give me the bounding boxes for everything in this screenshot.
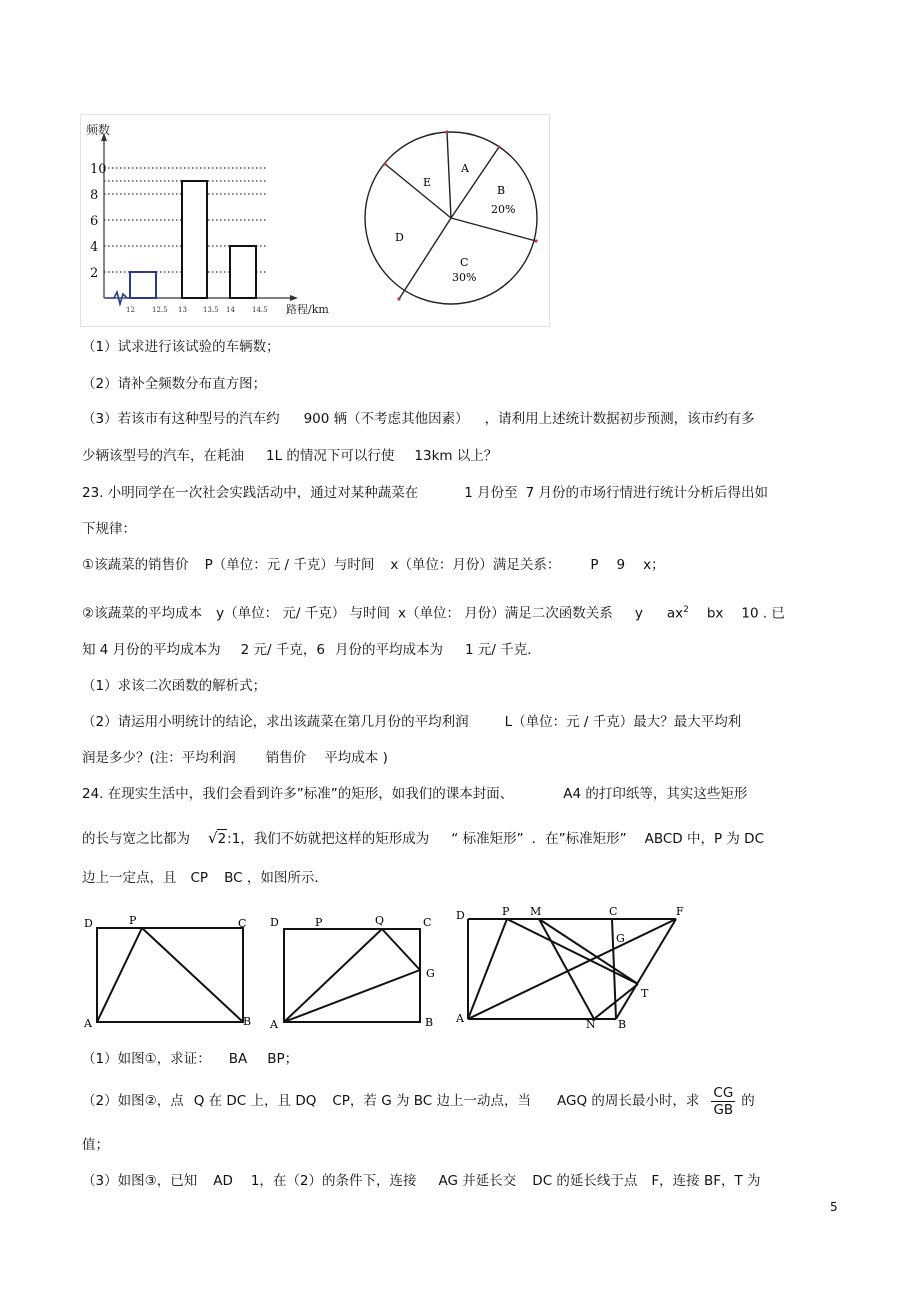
x-tick-label: 12.5 bbox=[152, 306, 168, 314]
page-number: 5 bbox=[830, 1200, 838, 1214]
x-axis-title: 路程/km bbox=[286, 303, 329, 316]
q23-1c: 7 月份的市场行情进行统计分析后得出如 bbox=[525, 485, 769, 501]
q24-2a: 的长与宽之比都为 bbox=[82, 831, 190, 847]
label-c: C bbox=[609, 905, 618, 918]
y-tick-label: 6 bbox=[90, 214, 99, 229]
pie-marker bbox=[534, 239, 537, 242]
pie-label-b: B bbox=[497, 184, 506, 197]
q22-part1: （1）试求进行该试验的车辆数； bbox=[82, 339, 280, 355]
q24-2d: ．在”标准矩形” bbox=[531, 831, 627, 847]
q23-8a: 润是多少？(注：平均利润 bbox=[82, 750, 236, 766]
y-tick-label: 10 bbox=[90, 162, 107, 177]
label-p: P bbox=[129, 914, 137, 927]
q23-4c: x（单位： 月份）满足二次函数关系 bbox=[398, 605, 613, 622]
fraction-denominator: GB bbox=[713, 1101, 734, 1118]
x-tick-label: 14 bbox=[226, 306, 235, 314]
q23-line8 bbox=[82, 749, 388, 767]
q23-5c: 月份的平均成本为 bbox=[334, 642, 443, 658]
q23-4b: y（单位： 元/ 千克） 与时间 bbox=[216, 605, 391, 622]
q24-4b: BA bbox=[228, 1051, 248, 1067]
x-tick-label: 13.5 bbox=[203, 306, 219, 314]
bar-12-12.5 bbox=[130, 272, 156, 298]
bar-14-14.5 bbox=[230, 246, 256, 298]
pie-label-a: A bbox=[461, 162, 469, 175]
pie-divider-ea bbox=[447, 132, 451, 218]
q23-3e: 9 bbox=[616, 557, 626, 573]
q24-7a: （3）如图③，已知 bbox=[82, 1173, 198, 1189]
segment-mt bbox=[539, 919, 638, 984]
q24-line2: 的长与宽之比都为 √2:1，我们不妨就把这样的矩形成为 “ 标准矩形” ．在”标准矩形” ABCD 中，P 为 DC bbox=[82, 829, 764, 847]
q23-5b: 2 元/ 千克，6 bbox=[240, 642, 325, 658]
label-c: C bbox=[238, 917, 247, 930]
label-p: P bbox=[502, 905, 510, 918]
segment-pt bbox=[507, 919, 638, 984]
q23-8c: 平均成本 ) bbox=[324, 750, 388, 766]
rect-abcd bbox=[284, 929, 420, 1022]
q24-1a: 24. 在现实生活中，我们会看到许多”标准”的矩形，如我们的课本封面、 bbox=[82, 786, 514, 802]
q24-7d: AG 并延长交 bbox=[438, 1173, 517, 1189]
q23-5d: 1 元/ 千克． bbox=[464, 642, 541, 658]
label-g: G bbox=[426, 967, 435, 980]
label-a: A bbox=[456, 1012, 464, 1025]
q24-7e: DC 的延长线于点 bbox=[532, 1173, 638, 1189]
label-c: C bbox=[423, 916, 432, 929]
axis-break bbox=[106, 292, 130, 304]
q23-3d: P bbox=[590, 557, 599, 573]
q22-3b: 900 辆（不考虑其他因素） bbox=[303, 411, 469, 427]
fraction-cg-gb bbox=[711, 1085, 735, 1118]
q24-1b: A4 的打印纸等，其实这些矩形 bbox=[563, 786, 748, 802]
q24-5e: 的 bbox=[741, 1093, 755, 1109]
pie-marker bbox=[497, 145, 500, 148]
label-p: P bbox=[315, 916, 323, 929]
y-tick-label: 2 bbox=[90, 266, 99, 281]
label-g: G bbox=[616, 932, 625, 945]
q23-line7 bbox=[82, 713, 741, 731]
q24-7c: 1，在（2）的条件下，连接 bbox=[250, 1173, 417, 1189]
q23-4g: 10 . 已 bbox=[741, 605, 785, 622]
y-tick-label: 8 bbox=[90, 188, 99, 203]
segment-bp bbox=[142, 928, 243, 1022]
figure-2-rectangle bbox=[266, 912, 446, 1032]
segment-qg bbox=[382, 929, 420, 970]
x-tick-label: 14.5 bbox=[252, 306, 268, 314]
q22-3c: ，请利用上述统计数据初步预测，该市约有多 bbox=[484, 411, 755, 427]
q23-1a: 23. 小明同学在一次社会实践活动中，通过对某种蔬菜在 bbox=[82, 485, 419, 501]
q24-5d: AGQ 的周长最小时，求 bbox=[557, 1093, 700, 1109]
pie-divider-cd bbox=[399, 218, 451, 299]
q24-2b: :1，我们不妨就把这样的矩形成为 bbox=[227, 831, 430, 847]
q22-3a: （3）若该市有这种型号的汽车约 bbox=[82, 411, 280, 427]
pie-marker bbox=[445, 130, 448, 133]
pie-divider-de bbox=[385, 164, 451, 218]
segment-ag bbox=[284, 970, 420, 1022]
q22-part2: （2）请补全频数分布直方图； bbox=[82, 376, 267, 392]
q23-line6: （1）求该二次函数的解析式； bbox=[82, 678, 267, 694]
q24-5b: Q 在 DC 上，且 DQ bbox=[193, 1093, 317, 1109]
pie-label-b-pct: 20% bbox=[491, 203, 516, 216]
q24-5c: CP，若 G 为 BC 边上一动点，当 bbox=[332, 1093, 531, 1109]
q24-3c: BC ，如图所示． bbox=[224, 870, 328, 886]
q22-part3-line2 bbox=[82, 447, 497, 465]
label-d: D bbox=[84, 917, 93, 930]
label-n: N bbox=[586, 1018, 596, 1030]
label-t: T bbox=[641, 987, 649, 1000]
q24-2e: ABCD 中，P 为 DC bbox=[644, 831, 764, 847]
q24-7b: AD bbox=[213, 1173, 233, 1189]
q22-4c: 13km 以上？ bbox=[414, 448, 498, 464]
x-tick-label: 12 bbox=[126, 306, 135, 314]
q23-line2: 下规律： bbox=[82, 521, 136, 537]
y-tick-label: 4 bbox=[90, 240, 99, 255]
x-axis-arrow bbox=[290, 295, 298, 301]
q23-4sup: 2 bbox=[683, 605, 689, 615]
q23-8b: 销售价 bbox=[265, 750, 307, 766]
label-d: D bbox=[456, 909, 465, 922]
q24-2-sqrt: 2 bbox=[217, 831, 227, 847]
q24-4c: BP； bbox=[267, 1051, 299, 1067]
figure-3-rectangle bbox=[452, 904, 702, 1030]
q24-5a: （2）如图②，点 bbox=[82, 1093, 184, 1109]
q23-4a: ②该蔬菜的平均成本 bbox=[82, 605, 203, 622]
label-b: B bbox=[243, 1015, 252, 1028]
q24-3b: CP bbox=[190, 870, 209, 886]
pie-label-c: C bbox=[460, 256, 469, 269]
pie-label-c-pct: 30% bbox=[452, 271, 477, 284]
q23-7a: （2）请运用小明统计的结论，求出该蔬菜在第几月份的平均利润 bbox=[82, 714, 469, 730]
q24-part2-end: 值； bbox=[82, 1137, 109, 1153]
pie-figure bbox=[360, 128, 550, 318]
pie-marker bbox=[397, 297, 400, 300]
q24-line3 bbox=[82, 869, 328, 887]
label-d: D bbox=[270, 916, 279, 929]
label-f: F bbox=[676, 905, 684, 918]
pie-label-d: D bbox=[395, 231, 404, 244]
q24-2c: “ 标准矩形” bbox=[451, 831, 524, 847]
pie-label-e: E bbox=[423, 176, 432, 189]
label-a: A bbox=[270, 1018, 278, 1031]
q23-4e: ax bbox=[666, 605, 684, 622]
q23-1b: 1 月份至 bbox=[464, 485, 518, 501]
q22-4b: 1L 的情况下可以行使 bbox=[266, 448, 395, 464]
label-a: A bbox=[84, 1017, 92, 1030]
pie-marker bbox=[383, 162, 386, 165]
q23-4f: bx bbox=[706, 605, 724, 622]
q24-3a: 边上一定点，且 bbox=[82, 870, 177, 886]
q23-3c: x（单位：月份）满足关系： bbox=[390, 557, 561, 573]
q23-3b: P（单位：元 / 千克）与时间 bbox=[204, 557, 375, 573]
label-b: B bbox=[618, 1018, 627, 1030]
q24-4a: （1）如图①，求证： bbox=[82, 1051, 211, 1067]
label-b: B bbox=[425, 1016, 434, 1029]
q23-3f: x； bbox=[643, 557, 665, 573]
segment-ap bbox=[97, 928, 142, 1022]
segment-mn bbox=[539, 919, 594, 1019]
q23-3a: ①该蔬菜的销售价 bbox=[82, 557, 189, 573]
fraction-numerator: CG bbox=[713, 1084, 734, 1101]
segment-aq bbox=[284, 929, 382, 1022]
bar-13-13.5 bbox=[182, 181, 207, 298]
q22-4a: 少辆该型号的汽车，在耗油 bbox=[82, 448, 244, 464]
label-q: Q bbox=[375, 914, 385, 927]
y-axis-title: 频数 bbox=[86, 123, 111, 137]
q23-line4 bbox=[82, 601, 785, 623]
pie-divider-bc bbox=[451, 218, 536, 241]
q23-7b: L（单位：元 / 千克）最大？最大平均利 bbox=[504, 714, 742, 730]
q24-line1 bbox=[82, 785, 747, 803]
label-m: M bbox=[530, 905, 542, 918]
q22-part3-line1 bbox=[82, 410, 755, 428]
q23-5a: 知 4 月份的平均成本为 bbox=[82, 642, 221, 658]
q24-part1 bbox=[82, 1050, 298, 1068]
q23-4d: y bbox=[634, 605, 643, 622]
q24-part3 bbox=[82, 1172, 761, 1190]
figure-1-rectangle bbox=[82, 912, 257, 1032]
x-tick-label: 13 bbox=[178, 306, 187, 314]
segment-af bbox=[468, 919, 676, 1019]
q23-line5 bbox=[82, 641, 541, 659]
q23-line1 bbox=[82, 484, 768, 502]
q24-part2 bbox=[82, 1083, 755, 1119]
q24-7f: F，连接 BF，T 为 bbox=[651, 1173, 761, 1189]
q23-line3 bbox=[82, 556, 665, 574]
